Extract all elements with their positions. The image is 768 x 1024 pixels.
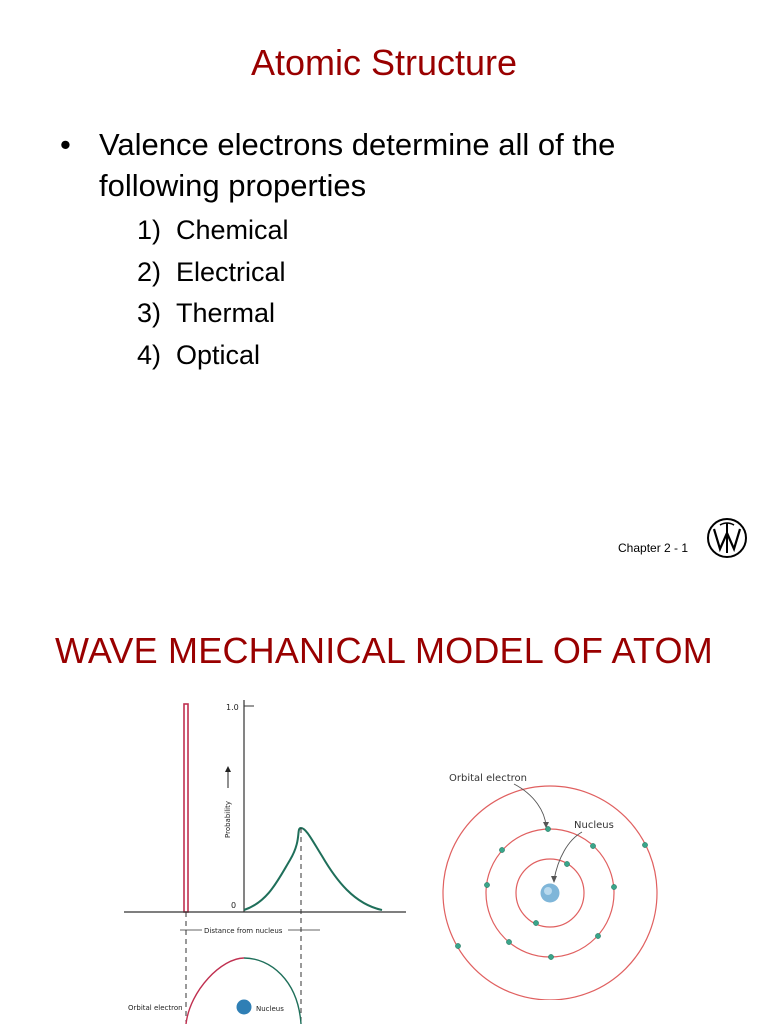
properties-list xyxy=(137,210,289,376)
chapter-footer: Chapter 2 - 1 xyxy=(618,541,689,555)
probability-distribution-figure xyxy=(118,690,410,1024)
orbital-electron-label: Orbital electron xyxy=(128,1004,183,1012)
bullet-text: Valence electrons determine all of the following properties xyxy=(99,127,616,203)
electron xyxy=(590,843,595,848)
wiley-logo-icon xyxy=(706,517,748,559)
list-number: 2) xyxy=(137,256,162,287)
electron xyxy=(533,920,538,925)
list-number: 4) xyxy=(137,339,162,370)
electron xyxy=(564,861,569,866)
electron xyxy=(548,954,553,959)
list-label: Optical xyxy=(176,339,261,370)
list-number: 3) xyxy=(137,298,162,329)
list-label: Thermal xyxy=(176,298,276,329)
list-item xyxy=(137,293,289,335)
list-item xyxy=(137,252,289,294)
nucleus-dot xyxy=(237,1000,252,1015)
nucleus-label: Nucleus xyxy=(256,1005,284,1013)
electron xyxy=(499,847,504,852)
list-number: 1) xyxy=(137,215,162,245)
list-label: Chemical xyxy=(176,215,289,245)
y-tick-label-top: 1.0 xyxy=(226,703,239,712)
slide-title: WAVE MECHANICAL MODEL OF ATOM xyxy=(55,630,713,671)
electron xyxy=(506,939,511,944)
electron xyxy=(611,884,616,889)
list-item xyxy=(137,335,289,377)
nucleus-highlight xyxy=(544,887,552,895)
y-arrow-head xyxy=(225,766,231,772)
y-tick-label-zero: 0 xyxy=(231,901,237,910)
orbital-electron-label: Orbital electron xyxy=(449,773,527,784)
nucleus-pointer-head xyxy=(551,876,557,883)
electron xyxy=(455,943,460,948)
wave-orbit-arc xyxy=(244,958,301,1024)
list-label: Electrical xyxy=(176,256,286,287)
probability-curve xyxy=(244,828,382,910)
bohr-probability-spike xyxy=(184,704,188,912)
distance-label: Distance from nucleus xyxy=(204,927,283,935)
electron xyxy=(595,933,600,938)
list-item xyxy=(137,210,289,252)
bohr-atom-figure xyxy=(430,740,700,1000)
nucleus-label: Nucleus xyxy=(574,820,614,831)
y-axis-label: Probability xyxy=(224,800,232,838)
slide-wave-mechanical-model xyxy=(0,590,768,1024)
electron xyxy=(642,842,647,847)
slide-title: Atomic Structure xyxy=(250,42,518,83)
bohr-orbit-arc xyxy=(186,958,244,1024)
electron xyxy=(484,882,489,887)
bullet-dot: • xyxy=(60,127,71,162)
